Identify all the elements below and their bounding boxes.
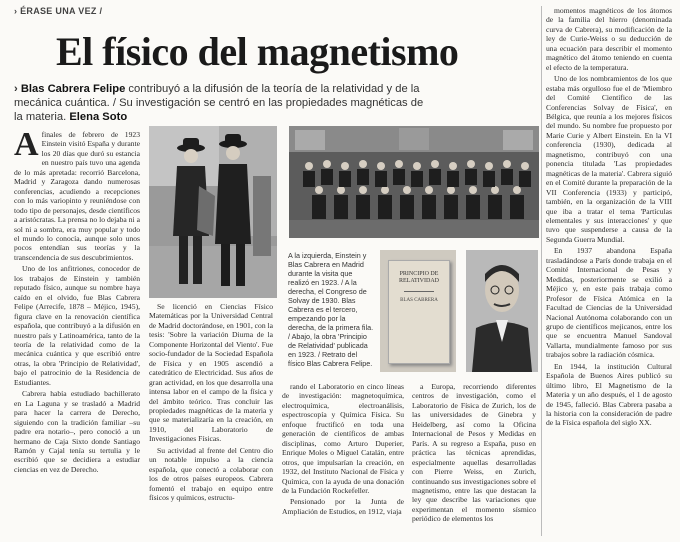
body-paragraph: Uno de los nombramientos de los que estaba más orgulloso fue el de 'Miembro del Comité Científico de las Conferencias Solvay de Física', en Bélgica, que reunía a los mejores físicos del mundo. Su nombre fue propuesto por Marie Curie y Albert Einstein. En la VI conferencia (1930), dedicada al magnetismo, contribuyó con una ponencia titulada 'Las propiedades magnéticas de la materia'. Cabrera siguió en el Comité durante la preparación de la VII Conferencia (1933) y participó, también, en la organización de la VIII que iba a tratar el tema 'Partículas elementales y sus interacciones' y que tuvo que suspenderse a causa de la Segunda Guerra Mundial. [546,74,672,244]
photo-portrait-cabrera [466,250,538,372]
drop-cap: A [14,130,39,163]
body-paragraph: a Europa, recorriendo diferentes centros de investigación, como el Laboratorio de Física de Zurich, los de las universidades de Ginebra y Heidelberg, así como la Oficina Internacional de Pesos y Medidas en París. A su regreso a España, puso en práctica las técnicas aprendidas, especialmente aquellas desarrolladas con Pierre Weiss, en Zurich, continuando sus investigaciones sobre el magnetismo, entre las que destacan la ley que describe las variaciones que experimentan el momento sísmico periódico de elementos los [412,382,536,524]
section-kicker: › ÉRASE UNA VEZ / [14,6,103,16]
body-paragraph: En 1944, la institución Cultural Española de Buenos Aires publicó su último libro, El Magnetismo de la Materia y un año después, el 1 de agosto de 1945, falleció. Blas Cabrera pasaba a la historia con la consideración de padre de la Física española del siglo XX. [546,361,672,428]
body-paragraph: En 1937 abandona España trasladándose a París donde trabaja en el Comité Internacional de Pesas y Medidas, posteriormente se exilió a Méjico y, en este país trabaja como Profesor de Física Atómica en la Facultad de Ciencias de la Universidad Nacional Autónoma colaborando con un grupo de científicos mejicanos, entre los que se encuentra Manuel Sandoval Vallarta, mundialmente famoso por sus trabajos sobre la radiación cósmica. [546,246,672,360]
body-paragraph: Su actividad al frente del Centro dio un notable impulso a la ciencia española, que conectó a colaborar con los de otros países europeos. Cabrera fomentó el trabajo en equipo entre físicos y químicos, estructu- [149,445,273,503]
body-column-4 [412,382,536,534]
body-paragraph: Pensionado por la Junta de Ampliación de Estudios, en 1912, viaja [282,497,404,516]
book-title: PRINCIPIO DE RELATIVIDAD [399,271,439,284]
body-column-5 [546,6,672,536]
photo-caption: A la izquierda, Einstein y Blas Cabrera en Madrid durante la visita que realizó en 1923. / A la derecha, el Congreso de Solvay de 1930. Blas Cabrera es el tercero, empezando por la derecha, de la primera fila. / Abajo, la obra 'Principio de Relatividad' publicada en 1923. / Retrato del físico Blas Cabrera Felipe. [288,251,374,368]
body-paragraph: momentos magnéticos de los átomos de la familia del hierro (denominada curva de Cabrera), su modificación de la ley de Curie-Weiss o su deducción de una ecuación para describir el momento magnético del átomo teniendo en cuenta el efecto de la temperatura. [546,6,672,72]
lead-text: contribuyó a la difusión de la teoría de la relatividad y de la mecánica cuántica. / Su investigación se centró en las propiedades magnéticas de la materia. [14,83,424,123]
article-author: Elena Soto [69,111,128,123]
body-paragraph: Uno de los anfitriones, conocedor de los trabajos de Einstein y también reputado físico, aunque su nombre haya caído en el olvido, fue Blas Cabrera Felipe (Arrecife, 1878 – Méjico, 1945), figura clave en la renovación científica española, que contribuyó a la difusión en nuestro país y Latinoamérica, tanto de la teoría de la relatividad como de la mecánica cuántica y que escribió entre otras, la obra 'Principio de Relatividad', bajo el patrocinio de la Residencia de Estudiantes. [14,264,140,387]
photo-einstein-cabrera [149,126,277,298]
photo-solvay-congress [289,126,539,238]
body-paragraph: finales de febrero de 1923 Einstein visitó España y durante los 20 días que duró su estancia en nuestro país tuvo una agenda de lo más apretada: recorrió Barcelona, Madrid y Zaragoza dando numerosas conferencias, acudiendo a recepciones con lo más variopinto y reuniéndose con todo tipo de personajes, desde científicos a aristócratas. La prensa no lo dejaba ni a sol ni a sombra, era muy popular y todo el mundo lo conocía, aunque solo unos pocos entendían sus teorías y la transcendencia de sus descubrimientos. [14,130,140,262]
body-column-3 [282,382,404,534]
lead-subject: Blas Cabrera Felipe [20,83,126,95]
lead-arrow: › [14,83,18,95]
article-lead [14,82,434,124]
book-author: BLAS CABRERA [400,298,438,303]
body-paragraph: rando el Laboratorio en cinco líneas de investigación: magnetoquímica, electroquímica, electroanálisis, espectroscopía y Química Física. Su enfoque fructificó en toda una generación de científicos de ambas disciplinas, como Arturo Duperier, Enrique Moles o Miguel Catalán, entre otros, que impulsarían la creación, en 1932, del Instituto Nacional de Física y Química, con la ayuda de una donación de la Fundación Rockefeller. [282,382,404,495]
body-paragraph: Se licenció en Ciencias Físico Matemáticas por la Universidad Central de Madrid doctorándose, en 1901, con la tesis: 'Sobre la variación Diurna de la Componente Horizontal del Viento'. Fue socio-fundador de la Sociedad Española de Física y en 1905 ascendió a catedrático de Electricidad. Sus años de gran actividad, en los que desarrolla una intensa labor en el campo de la física y del ámbito teórico. Tras concluir las propiedades magnéticas de la materia y que se materializaría en la creación, en 1910, del Laboratorio de Investigaciones Físicas. [149,302,273,444]
photo-book-cover [380,250,456,372]
body-column-2 [149,302,273,534]
body-column-1 [14,130,140,535]
body-paragraph: Cabrera había estudiado bachillerato en La Laguna y se trasladó a Madrid para hacer la carrera de Derecho, siguiendo con la tradición familiar –su padre era notario–, pero conoció a un hermano de Caja Sixto donde Santiago Ramón y Cajal tenía su tertulia y le escribió que se decidiera a estudiar ciencias en vez de Derecho. [14,389,140,474]
column-divider [541,6,542,536]
article-title: El físico del magnetismo [56,29,459,74]
